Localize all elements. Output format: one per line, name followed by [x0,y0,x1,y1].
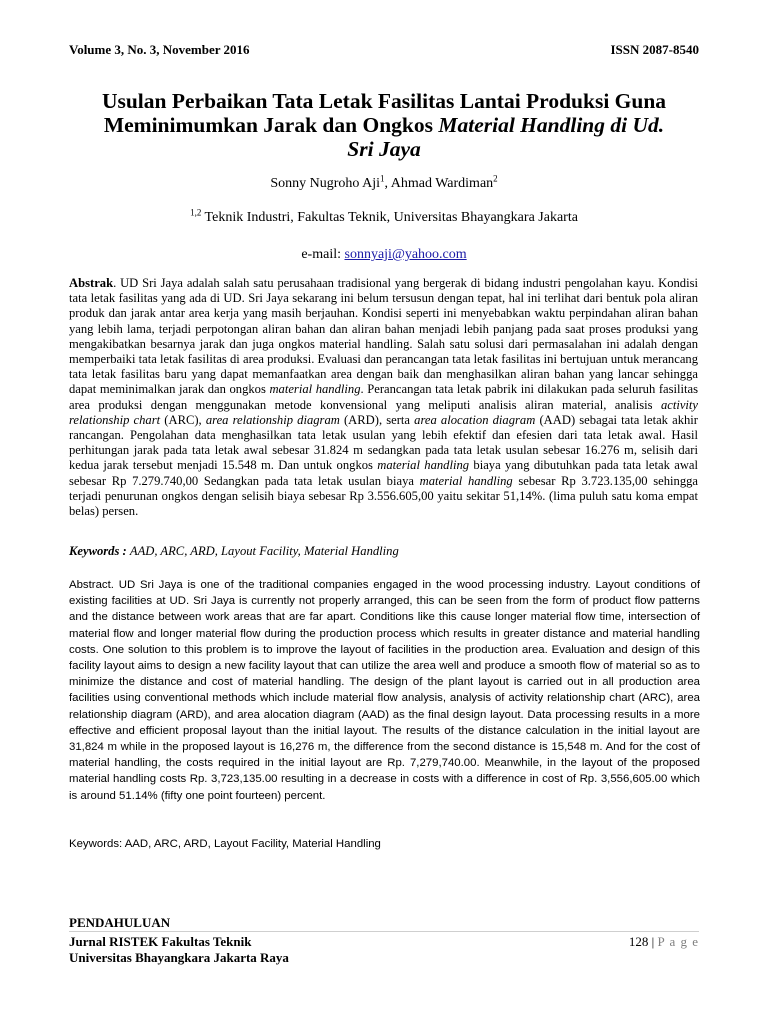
abstract-term: material handling [269,382,361,397]
email-label: e-mail: [301,247,345,262]
abstract-term: activity relationship chart [69,397,698,427]
author-affiliation-mark: 1 [380,173,385,184]
abstract-text: (ARC), [160,412,206,427]
keywords-text: AAD, ARC, ARD, Layout Facility, Material Handling [129,544,399,558]
abstract-term: material handling [377,458,470,473]
page-number [629,934,699,950]
abstract-text: . UD Sri Jaya adalah salah satu perusahaan tradisional yang bergerak di bidang industri pengolahan kayu. Kondisi tata letak fasilitas yang ada di UD. Sri Jaya sekarang ini belum tersusun dengan tepat, hal ini terlihat dari bentuk pola aliran produk dan jarak antar area kerja yang masih berjauhan. Kondisi seperti ini menyebabkan waktu perpindahan aliran bahan yang lebih lama, terjadi perpotongan aliran bahan dan aliran bahan menjadi lebih panjang pada saat proses produksi yang mengakibatkan besarnya jarak dan juga ongkos material handling. Salah satu solusi dari permasalahan ini adalah dengan memperbaiki tata letak fasilitas di area produksi. Evaluasi dan perancangan tata letak fasilitas ini bertujuan untuk merancang tata letak fasilitas baru yang dapat memanfaatkan area dengan baik dan menghasilkan aliran bahan yang lancar sehingga dapat meminimalkan jarak dan ongkos [69,276,698,397]
abstract-indonesian [69,276,698,519]
affiliation-mark: 1,2 [190,207,202,218]
author-separator: , [384,176,391,191]
author-name: Ahmad Wardiman [390,176,494,191]
abstract-english: Abstract. UD Sri Jaya is one of the traditional companies engaged in the wood processing industry. Layout conditions of existing facilities at UD. Sri Jaya is currently not properly arranged, this can be seen from the form of product flow patterns and the distance between work areas that are far apart. Conditions like this cause longer material flow time, intersection of material flow and longer material flow during the production process which results in greater distance and material handling costs. One solution to this problem is to improve the layout of facilities in the production area. Evaluation and design of this facility layout aims to design a new facility layout that can utilize the area well and produce a smooth flow of material so as to minimize the distance and cost of material handling. The design of the plant layout is carried out in all production area facilities using conventional methods which include material flow analysis, analysis of activity relationship chart (ARC), area relationship diagram (ARD), and area alocation diagram (AAD) as the final design layout. Data processing results in a more effective and efficient proposal layout than the initial layout. The results of the distance calculation in the initial layout are 31,824 m while in the proposed layout is 16,276 m, the difference from the second distance is 15,548 m. And for the cost of material handling, the costs required in the initial layout are Rp. 7,279,740.00. Meanwhile, in the layout of the proposed material handling costs Rp. 3,723,135.00 resulting in a decrease in costs with a difference in cost of Rp. 3,556,605.00 which is around 51.14% (fifty one point fourteen) percent. [69,579,700,802]
journal-name: Jurnal RISTEK Fakultas Teknik [69,934,252,949]
paper-title [50,89,718,161]
keywords-english: Keywords: AAD, ARC, ARD, Layout Facility, Material Handling [69,838,381,850]
abstract-text: (AAD) sebagai tata letak akhir rancangan. Pengolahan data menghasilkan tata letak usulan yang lebih efektif dan efesien dari tata letak awal. Hasil perhitungan jarak pada tata letak awal sebesar 31.824 m sedangkan pada tata letak usulan sebesar 16.276 m, selisih dari kedua jarak tersebut menjadi 15.548 m. Dan untuk ongkos [69,412,698,473]
page-word: P a g e [657,934,699,949]
section-heading: PENDAHULUAN [69,915,171,930]
volume-info: Volume 3, No. 3, November 2016 [69,42,250,57]
abstract-term: material handling [419,473,513,488]
title-line-3: Sri Jaya [347,137,421,161]
running-header [69,42,699,58]
page-footer [69,934,699,966]
keywords-label: Keywords : [69,544,130,558]
abstract-text: (ARD), serta [339,412,415,427]
author-name: Sonny Nugroho Aji [270,176,380,191]
author-affiliation-mark: 2 [493,173,498,184]
title-line-2-italic: Material Handling di Ud. [438,113,665,137]
footer-divider [69,931,699,932]
contact-email [0,247,768,263]
university-name: Universitas Bhayangkara Jakarta Raya [69,950,289,965]
title-line-2: Meminimumkan Jarak dan Ongkos [103,113,439,137]
abstract-term: area alocation diagram [414,412,536,427]
author-list [0,173,768,192]
title-line-1: Usulan Perbaikan Tata Letak Fasilitas Lantai Produksi Guna [101,89,667,113]
abstract-text: sebesar Rp 3.723.135,00 sehingga terjadi penurunan ongkos dengan selisih biaya sebesar Rp 3.556.605,00 yaitu sekitar 51,14%. (lima puluh satu koma empat belas) persen. [69,473,698,519]
affiliation [0,207,768,226]
affiliation-text: Teknik Industri, Fakultas Teknik, Universitas Bhayangkara Jakarta [201,210,578,225]
email-link[interactable]: sonnyaji@yahoo.com [344,247,467,262]
page-number-separator: | [648,934,658,949]
abstract-text: . Perancangan tata letak pabrik ini dilakukan pada seluruh fasilitas area produksi dengan menggunakan metode konvensional yang meliputi analisis aliran material, analisis [69,382,698,412]
abstract-text: biaya yang dibutuhkan pada tata letak awal sebesar Rp 7.279.740,00 Sedangkan pada tata letak usulan biaya [69,458,699,488]
keywords-indonesian [69,544,698,559]
issn: ISSN 2087-8540 [610,42,699,57]
abstract-term: area relationship diagram [205,412,340,427]
page-number-value: 128 [628,934,649,949]
abstract-label: Abstrak [69,276,114,290]
